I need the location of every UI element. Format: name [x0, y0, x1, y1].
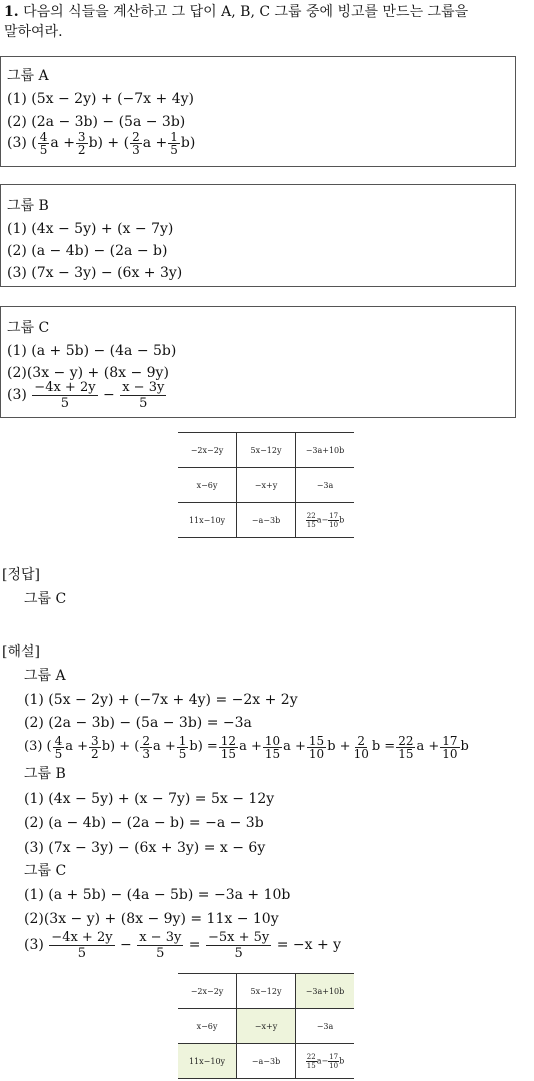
- group-a-item-2: (2) (2a − 3b) − (5a − 3b): [7, 114, 186, 130]
- expl-b-title: 그룹 B: [24, 766, 66, 782]
- table-cell-highlighted: −3a+10b: [296, 974, 355, 1009]
- answer-label: [정답]: [2, 567, 40, 583]
- fraction: $\frac{x - 3y}{5}$: [122, 379, 165, 411]
- expl-c-line-2: (2)(3x − y) + (8x − 9y) = 11x − 10y: [24, 911, 279, 927]
- fraction: $\frac{-4x + 2y}{5}$: [34, 379, 96, 411]
- table-row: [178, 974, 354, 1009]
- question-number: 1.: [4, 4, 19, 20]
- group-c-title: 그룹 C: [7, 320, 50, 336]
- group-b-item-1: (1) (4x − 5y) + (x − 7y): [7, 221, 174, 237]
- table-cell: −2x−2y: [190, 445, 224, 455]
- expl-c-line-3: (3) $\frac{-4x + 2y}{5}$ − $\frac{x - 3y}{5}$ = $\frac{-5x + 5y}{5}$ = −x + y: [24, 929, 342, 961]
- group-b-item-3: (3) (7x − 3y) − (6x + 3y): [7, 265, 183, 281]
- group-a-item-3: (3) ( $\frac{4}{5}$ a + $\frac{3}{2}$ b) + ( $\frac{2}{3}$ a + $\frac{1}{5}$ b): [7, 129, 196, 157]
- group-a-box: [0, 56, 516, 167]
- group-c-item-3: (3) $\frac{-4x + 2y}{5}$ − $\frac{x - 3y}{5}$: [7, 379, 165, 411]
- group-a-item-1: (1) (5x − 2y) + (−7x + 4y): [7, 91, 194, 107]
- table-row: [178, 503, 354, 538]
- fraction: $\frac{3}{2}$: [77, 129, 86, 157]
- bingo-table-solved: [178, 973, 354, 1079]
- expl-a-line-2: (2) (2a − 3b) − (5a − 3b) = −3a: [24, 715, 252, 731]
- table-cell: −a−3b: [237, 503, 296, 538]
- table-cell: $\frac{22}{15}$ a− $\frac{17}{10}$ b: [296, 503, 355, 538]
- group-b-box: [0, 184, 516, 287]
- group-b-item-2: (2) (a − 4b) − (2a − b): [7, 243, 168, 259]
- expl-a-line-1: (1) (5x − 2y) + (−7x + 4y) = −2x + 2y: [24, 692, 298, 708]
- question-line-1: [4, 2, 468, 22]
- group-c-item-1: (1) (a + 5b) − (4a − 5b): [7, 343, 177, 359]
- table-cell-highlighted: −x+y: [237, 1009, 296, 1044]
- expl-b-line-3: (3) (7x − 3y) − (6x + 3y) = x − 6y: [24, 840, 266, 856]
- group-a-title: 그룹 A: [7, 68, 49, 84]
- table-cell: 5x−12y: [237, 974, 296, 1009]
- table-row: [178, 1044, 354, 1079]
- question-text: 다음의 식들을 계산하고 그 답이 A, B, C 그룹 중에 빙고를 만드는 그룹을: [23, 4, 469, 20]
- table-row: [178, 433, 354, 468]
- table-cell: −a−3b: [237, 1044, 296, 1079]
- fraction: $\frac{4}{5}$: [39, 129, 48, 157]
- table-cell: 5x−12y: [237, 433, 296, 468]
- question-line-2: 말하여라.: [4, 24, 63, 40]
- fraction: $\frac{2}{3}$: [132, 129, 140, 157]
- table-cell: x−6y: [178, 1009, 237, 1044]
- expl-a-title: 그룹 A: [24, 668, 66, 684]
- table-cell: −x+y: [237, 468, 296, 503]
- expl-a-line-3: (3) ( $\frac{4}{5}$ a + $\frac{3}{2}$ b) + ( $\frac{2}{3}$ a + $\frac{1}{5}$ b) = $\frac{12}{15}$ a + $\frac{10}{15}$ a + $\frac{15}{10}$ b + $\frac{2}{10}$ b = $\frac{22}{15}$ a + $\frac{17}{10}$ b: [24, 733, 469, 761]
- expl-c-line-1: (1) (a + 5b) − (4a − 5b) = −3a + 10b: [24, 887, 291, 903]
- table-cell: −2x−2y: [190, 986, 224, 996]
- expl-c-title: 그룹 C: [24, 863, 67, 879]
- group-b-title: 그룹 B: [7, 198, 49, 214]
- group-c-item-2: (2)(3x − y) + (8x − 9y): [7, 365, 169, 381]
- table-cell: −3a+10b: [296, 433, 355, 468]
- table-cell: −3a: [296, 468, 355, 503]
- table-cell: 11x−10y: [178, 503, 237, 538]
- table-row: [178, 468, 354, 503]
- table-cell: $\frac{22}{15}$ a− $\frac{17}{10}$ b: [296, 1044, 355, 1079]
- table-cell: −3a: [296, 1009, 355, 1044]
- table-cell-highlighted: 11x−10y: [178, 1044, 237, 1079]
- group-c-box: [0, 306, 516, 418]
- table-row: [178, 1009, 354, 1044]
- expl-b-line-2: (2) (a − 4b) − (2a − b) = −a − 3b: [24, 815, 264, 831]
- bingo-table: [178, 432, 354, 538]
- table-cell: x−6y: [178, 468, 237, 503]
- expl-b-line-1: (1) (4x − 5y) + (x − 7y) = 5x − 12y: [24, 791, 275, 807]
- fraction: $\frac{1}{5}$: [170, 129, 178, 157]
- answer-value: 그룹 C: [24, 591, 67, 607]
- explanation-label: [해설]: [2, 644, 40, 660]
